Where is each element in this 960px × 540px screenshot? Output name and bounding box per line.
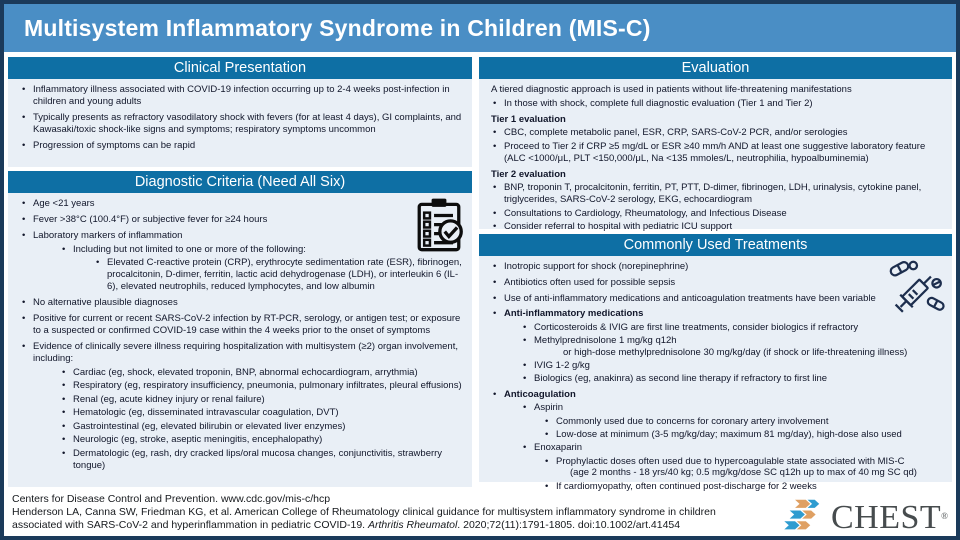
list-item: • Elevated C-reactive protein (CRP), erythrocyte sedimentation rate (ESR), fibrinogen, procalcitonin, D-dimer, ferritin, lactic acid dehydrogenase (LDH), or interleukin 6 (IL-6), elevated neutrophils, reduced lymphocytes, and low albumin [18, 257, 462, 293]
list-item: • Gastrointestinal (eg, elevated bilirubin or elevated liver enzymes) [18, 421, 462, 433]
footer-references [12, 493, 744, 532]
list-item: • Age <21 years [18, 198, 408, 210]
bullet-icon [62, 244, 73, 256]
list-item: • BNP, troponin T, procalcitonin, ferritin, PT, PTT, D-dimer, fibrinogen, LDH, urinalysis, cytokine panel, triglycerides, SARS-CoV-2 serology, EKG, echocardiogram [489, 182, 942, 206]
bullet-icon [493, 308, 504, 320]
section-header-treatments: Commonly Used Treatments [479, 234, 952, 256]
bullet-icon [22, 313, 33, 325]
list-item: A tiered diagnostic approach is used in patients without life-threatening manifestations [491, 84, 852, 95]
list-item: • Consider referral to hospital with pediatric ICU support [489, 221, 942, 233]
section-header-clinical-presentation: Clinical Presentation [8, 57, 472, 79]
bullet-icon [493, 277, 504, 289]
list-item: • Renal (eg, acute kidney injury or renal failure) [18, 394, 462, 406]
list-item: • Enoxaparin [489, 442, 942, 454]
tier-2-heading: Tier 2 evaluation [491, 168, 566, 180]
bullet-icon [493, 221, 504, 233]
bullet-icon [523, 373, 534, 385]
list-item: • Antibiotics often used for possible sepsis [489, 277, 888, 289]
list-item: • Proceed to Tier 2 if CRP ≥5 mg/dL or ESR ≥40 mm/h AND at least one suggestive laboratory feature (ALC <1000/μL, PLT <150,000/μL, Na <135 mmoles/L, neutrophilia, hypoalbuminemia) [489, 141, 942, 165]
list-item-continuation: (age 2 months - 18 yrs/40 kg; 0.5 mg/kg/dose SC q12h up to max of 40 mg SC qd) [570, 467, 917, 479]
registered-mark: ® [941, 510, 948, 521]
list-item: • Aspirin [489, 402, 942, 414]
bullet-icon [62, 448, 73, 460]
list-item: • Prophylactic doses often used due to hypercoagulable state associated with MIS-C [489, 456, 942, 468]
list-item: • Methylprednisolone 1 mg/kg q12h [489, 335, 942, 347]
bullet-icon [62, 407, 73, 419]
title-bar [4, 4, 956, 52]
list-item: • Typically presents as refractory vasodilatory shock with fevers (for at least 4 days), GI complaints, and Kawasaki/toxic shock-like signs and symptoms; respiratory symptoms uncommon [18, 112, 462, 136]
tier-1-heading: Tier 1 evaluation [491, 113, 566, 125]
bullet-icon [523, 360, 534, 372]
bullet-icon [523, 442, 534, 454]
bullet-icon [493, 389, 504, 401]
bullet-icon [22, 84, 33, 96]
list-item: • Corticosteroids & IVIG are first line treatments, consider biologics if refractory [489, 322, 942, 334]
bullet-icon [22, 341, 33, 353]
list-group [18, 198, 462, 256]
bullet-icon [22, 230, 33, 242]
section-header-evaluation: Evaluation [479, 57, 952, 79]
list-item: • CBC, complete metabolic panel, ESR, CRP, SARS-CoV-2 PCR, and/or serologies [489, 127, 942, 139]
list-item: • Hematologic (eg, disseminated intravascular coagulation, DVT) [18, 407, 462, 419]
list-item: • No alternative plausible diagnoses [18, 297, 462, 309]
list-item: • Evidence of clinically severe illness requiring hospitalization with multisystem (≥2) organ involvement, including: [18, 341, 462, 365]
citation-line: Henderson LA, Canna SW, Friedman KG, et al. American College of Rheumatology clinical guidance for multisystem inflammatory syndrome in children associated with SARS-CoV-2 and hyperinflammation in pediatric COVID-19. Arthritis Rheumatol. 2020;72(11):1791-1805. doi:10.1002/art.41454 [12, 506, 716, 531]
bullet-icon [493, 293, 504, 305]
page-title: Multisystem Inflammatory Syndrome in Children (MIS-C) [24, 15, 651, 41]
cdc-source-line: Centers for Disease Control and Prevention. www.cdc.gov/mis-c/hcp [12, 493, 331, 505]
bullet-icon [62, 421, 73, 433]
list-item: • Respiratory (eg, respiratory insufficiency, pneumonia, pulmonary infiltrates, pleural effusions) [18, 380, 462, 392]
anticoagulation-heading: • Anticoagulation [489, 389, 942, 401]
list-item: • Laboratory markers of inflammation [18, 230, 408, 242]
chest-logo-text: CHEST [830, 498, 942, 536]
syringe-pills-icon [887, 259, 947, 320]
bullet-icon [22, 112, 33, 124]
bullet-icon [22, 198, 33, 210]
section-clinical-presentation [8, 79, 472, 167]
list-item-continuation: or high-dose methylprednisolone 30 mg/kg/day (if shock or life-threatening illness) [563, 346, 908, 358]
bullet-icon [493, 261, 504, 273]
bullet-icon [493, 208, 504, 220]
section-diagnostic-criteria [8, 193, 472, 487]
bullet-icon [523, 335, 534, 347]
bullet-icon [545, 416, 556, 428]
section-treatments [479, 256, 952, 492]
chest-logo-mark-icon [784, 498, 824, 537]
bullet-icon [62, 394, 73, 406]
list-item: • In those with shock, complete full diagnostic evaluation (Tier 1 and Tier 2) [489, 98, 942, 110]
bullet-icon [22, 214, 33, 226]
bullet-icon [545, 429, 556, 441]
bullet-icon [523, 402, 534, 414]
section-header-diagnostic-criteria: Diagnostic Criteria (Need All Six) [8, 171, 472, 193]
list-item: • Neurologic (eg, stroke, aseptic meningitis, encephalopathy) [18, 434, 462, 446]
list-item: • IVIG 1-2 g/kg [489, 360, 942, 372]
list-item: • Dermatologic (eg, rash, dry cracked lips/oral mucosa changes, conjunctivitis, strawberry tongue) [18, 448, 462, 472]
clipboard-check-icon [414, 197, 464, 258]
bullet-icon [22, 140, 33, 152]
list-item: • Low-dose at minimum (3-5 mg/kg/day; maximum 81 mg/day), high-dose also used [489, 429, 942, 441]
list-item: • Inotropic support for shock (norepinephrine) [489, 261, 888, 273]
bullet-icon [96, 257, 107, 269]
bullet-icon [62, 367, 73, 379]
bullet-icon [545, 456, 556, 468]
section-evaluation [479, 79, 952, 232]
list-item: • Positive for current or recent SARS-CoV-2 infection by RT-PCR, serology, or antigen test; or exposure to a suspected or confirmed COVID-19 case within the 4 weeks prior to the onset of symptoms [18, 313, 462, 337]
list-item: • Consultations to Cardiology, Rheumatology, and Infectious Disease [489, 208, 942, 220]
bullet-icon [62, 380, 73, 392]
list-item: • Biologics (eg, anakinra) as second line therapy if refractory to first line [489, 373, 942, 385]
bullet-icon [493, 127, 504, 139]
anti-inflammatory-heading: • Anti-inflammatory medications [489, 308, 942, 320]
list-item: • Progression of symptoms can be rapid [18, 140, 462, 152]
bullet-icon [493, 98, 504, 110]
list-item: • If cardiomyopathy, often continued post-discharge for 2 weeks [489, 481, 942, 493]
bullet-icon [62, 434, 73, 446]
bullet-icon [545, 481, 556, 493]
list-item: • Fever >38°C (100.4°F) or subjective fever for ≥24 hours [18, 214, 408, 226]
list-item: • Commonly used due to concerns for coronary artery involvement [489, 416, 942, 428]
chest-logo [784, 498, 948, 537]
list-item: • Including but not limited to one or more of the following: [18, 244, 408, 256]
list-item: • Cardiac (eg, shock, elevated troponin, BNP, abnormal echocardiogram, arrythmia) [18, 367, 462, 379]
bullet-icon [22, 297, 33, 309]
list-item: • Use of anti-inflammatory medications and anticoagulation treatments have been variable [489, 293, 942, 305]
bullet-icon [493, 182, 504, 194]
list-group [489, 261, 942, 289]
bullet-icon [523, 322, 534, 334]
bullet-icon [493, 141, 504, 153]
list-item: • Inflammatory illness associated with COVID-19 infection occurring up to 2-4 weeks post-infection in children and young adults [18, 84, 462, 108]
